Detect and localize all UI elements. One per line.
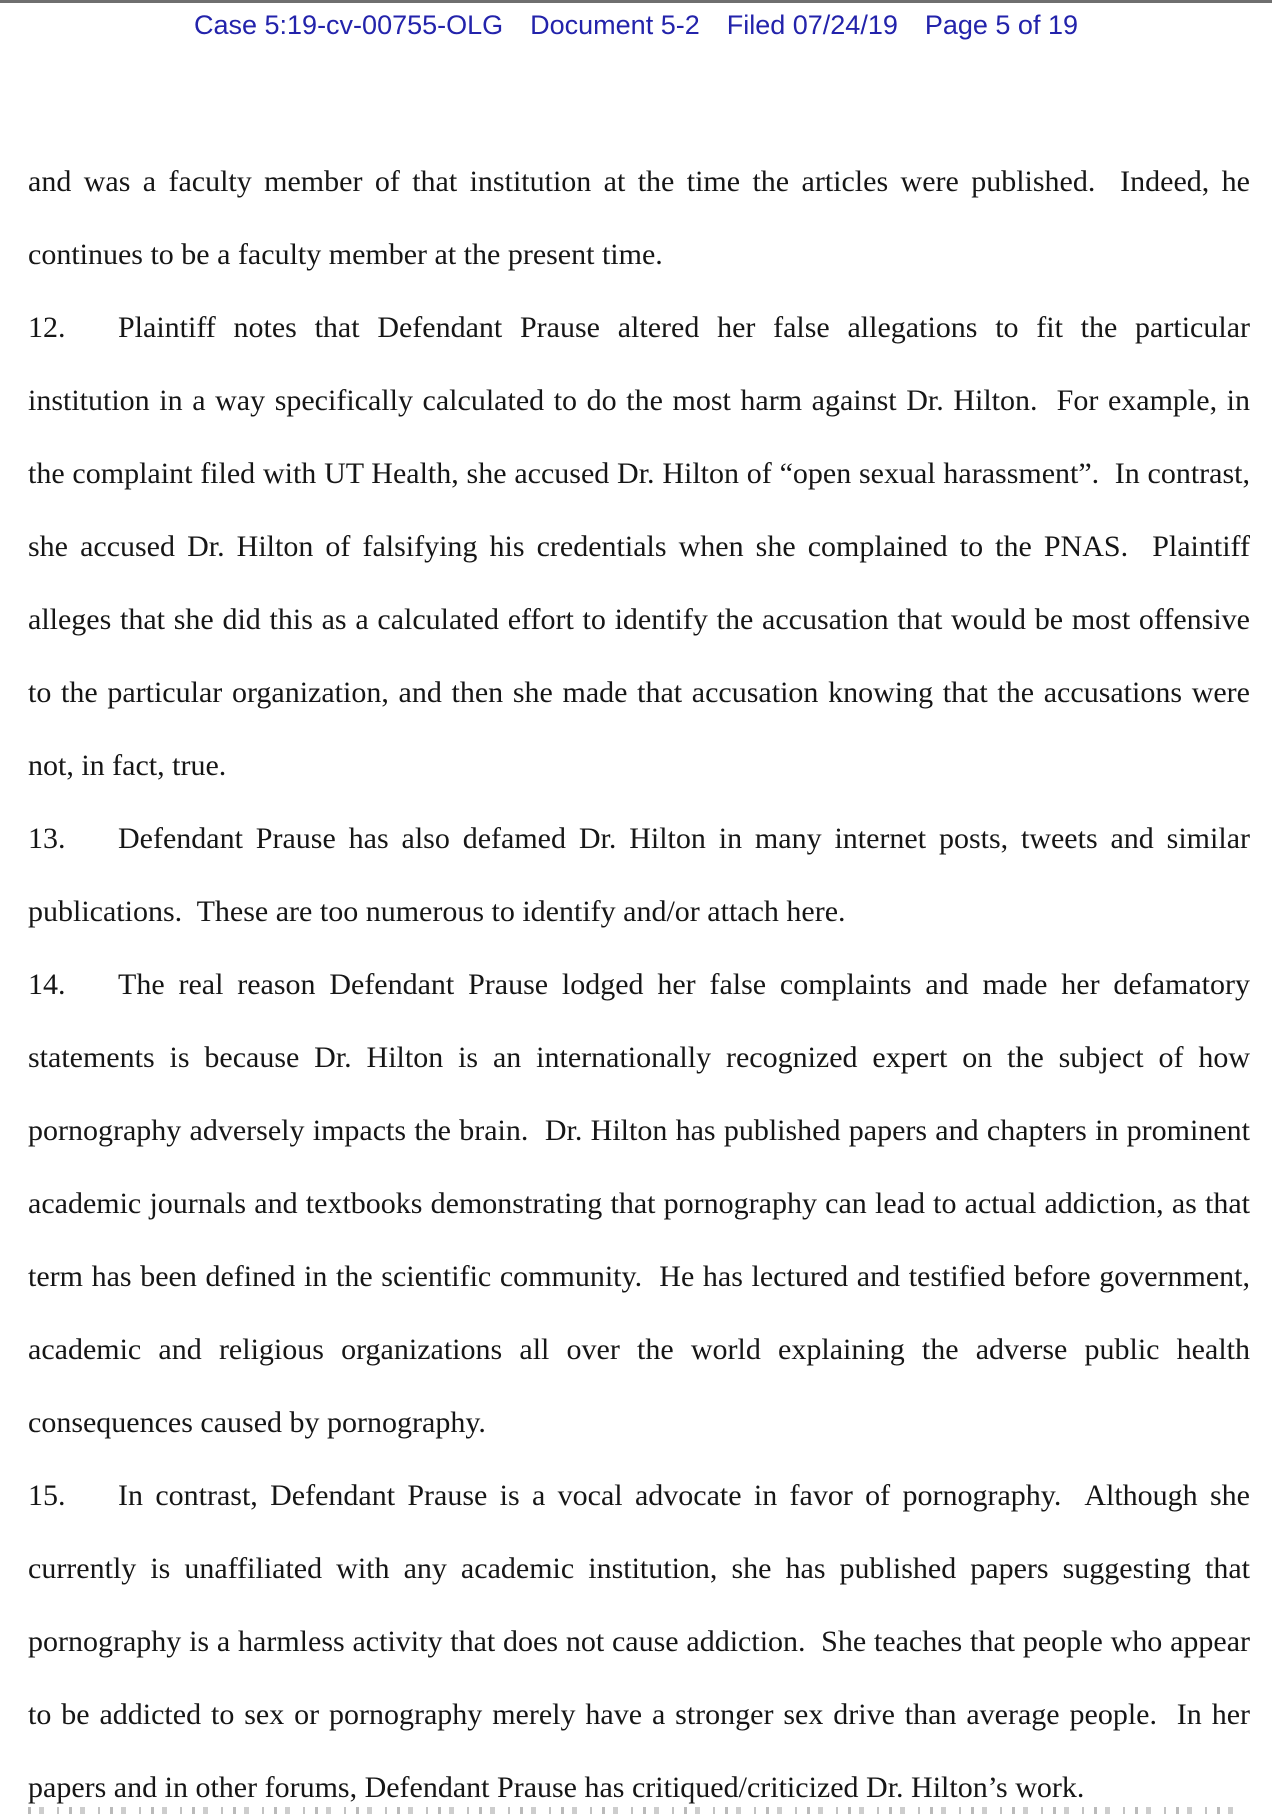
- paragraph-number: 13.: [28, 822, 66, 855]
- page-indicator: Page 5 of 19: [924, 10, 1078, 40]
- document-number: Document 5-2: [530, 10, 700, 40]
- paragraph-number: 14.: [28, 968, 66, 1001]
- paragraph-number: 15.: [28, 1479, 66, 1512]
- paragraph-text: In contrast, Defendant Prause is a vocal advocate in favor of pornography. Although she currently is unaffiliated with any academic institution, she has published papers suggesting that pornography is a harmless activity that does not cause addiction. She teaches that people who appear to be addicted to sex or pornography merely have a stronger sex drive than average people. In her papers and in other forums, Defendant Prause has critiqued/criticized Dr. Hilton’s work.: [28, 1479, 1258, 1804]
- paragraph-text: and was a faculty member of that institution at the time the articles were published. Indeed, he continues to be a faculty member at the present time.: [28, 165, 1258, 271]
- case-number: Case 5:19-cv-00755-OLG: [193, 10, 504, 40]
- filed-date: Filed 07/24/19: [726, 10, 898, 40]
- document-body: [28, 145, 1258, 1816]
- page-top-edge: [0, 0, 1272, 3]
- paragraph-text: Plaintiff notes that Defendant Prause altered her false allegations to fit the particular institution in a way specifically calculated to do the most harm against Dr. Hilton. For example, in the complaint filed with UT Health, she accused Dr. Hilton of “open sexual harassment”. In contrast, she accused Dr. Hilton of falsifying his credentials when she complained to the PNAS. Plaintiff alleges that she did this as a calculated effort to identify the accusation that would be most offensive to the particular organization, and then she made that accusation knowing that the accusations were not, in fact, true.: [28, 311, 1258, 782]
- cutoff-next-line: [28, 1807, 1244, 1814]
- paragraph-text: Defendant Prause has also defamed Dr. Hilton in many internet posts, tweets and similar publications. These are too numerous to identify and/or attach here.: [28, 822, 1258, 928]
- paragraph-14: [28, 948, 1258, 1459]
- paragraph-13: [28, 802, 1258, 948]
- case-stamp-header: [0, 11, 1272, 40]
- paragraph-text: The real reason Defendant Prause lodged her false complaints and made her defamatory statements is because Dr. Hilton is an internationally recognized expert on the subject of how pornography adversely impacts the brain. Dr. Hilton has published papers and chapters in prominent academic journals and textbooks demonstrating that pornography can lead to actual addiction, as that term has been defined in the scientific community. He has lectured and testified before government, academic and religious organizations all over the world explaining the adverse public health consequences caused by pornography.: [28, 968, 1258, 1439]
- paragraph-15: [28, 1459, 1258, 1816]
- paragraph-12: [28, 291, 1258, 802]
- paragraph-continuation: [28, 145, 1258, 291]
- paragraph-number: 12.: [28, 311, 66, 344]
